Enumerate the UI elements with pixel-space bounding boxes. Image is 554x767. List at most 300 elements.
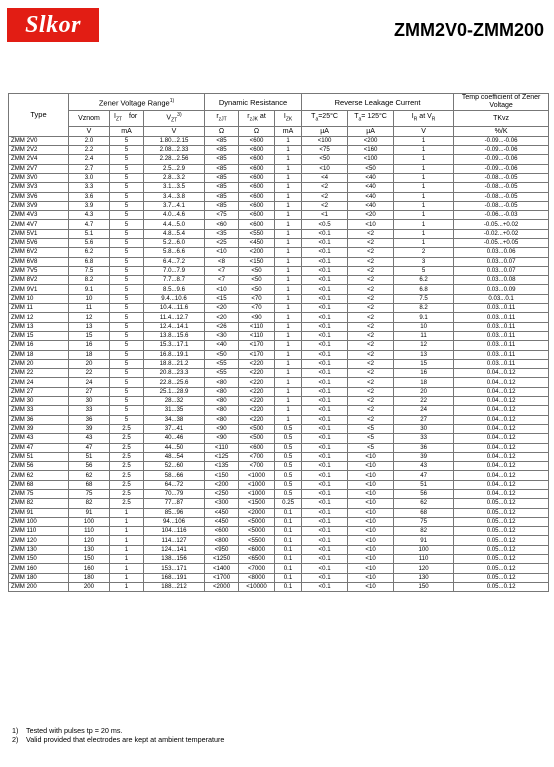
cell-vr: 9.1: [394, 313, 454, 322]
cell-vr: 6.2: [394, 276, 454, 285]
table-row: [9, 490, 549, 499]
cell-vznom: 6.2: [69, 248, 110, 257]
table-row: [9, 545, 549, 554]
cell-tkvz: -0.09...-0.06: [454, 164, 549, 173]
cell-tkvz: 0.05...0.12: [454, 545, 549, 554]
cell-vznom: 3.3: [69, 183, 110, 192]
cell-vr: 18: [394, 378, 454, 387]
cell-izt: 1: [110, 545, 144, 554]
cell-rzjk: <1000: [239, 471, 275, 480]
unit-ma2: mA: [275, 126, 302, 136]
cell-ir125: <10: [348, 490, 394, 499]
cell-izk: 0.1: [275, 536, 302, 545]
table-row: [9, 285, 549, 294]
cell-vzt: 85...96: [144, 508, 205, 517]
cell-ir25: <0.1: [302, 313, 348, 322]
cell-vr: 62: [394, 499, 454, 508]
cell-tkvz: 0.03...0.09: [454, 285, 549, 294]
cell-tkvz: -0.05...+0.05: [454, 238, 549, 247]
table-row: [9, 406, 549, 415]
table-row: [9, 266, 549, 275]
cell-type: ZMM 130: [9, 545, 69, 554]
cell-type: ZMM 5V6: [9, 238, 69, 247]
cell-izk: 0.5: [275, 462, 302, 471]
cell-vr: 27: [394, 415, 454, 424]
cell-rzjt: <40: [205, 341, 239, 350]
cell-izt: 1: [110, 564, 144, 573]
cell-rzjk: <500: [239, 434, 275, 443]
cell-rzjt: <10: [205, 285, 239, 294]
cell-ir25: <0.1: [302, 452, 348, 461]
cell-ir125: <2: [348, 266, 394, 275]
cell-type: ZMM 51: [9, 452, 69, 461]
cell-vr: 15: [394, 359, 454, 368]
cell-vr: 1: [394, 164, 454, 173]
cell-rzjk: <600: [239, 173, 275, 182]
cell-tkvz: 0.04...0.12: [454, 406, 549, 415]
cell-type: ZMM 3V3: [9, 183, 69, 192]
cell-ir125: <10: [348, 480, 394, 489]
cell-vzt: 2.28...2.56: [144, 155, 205, 164]
unit-ua2: µA: [348, 126, 394, 136]
cell-tkvz: 0.04...0.12: [454, 480, 549, 489]
header-rzjk: $r_{zJK}$ at: [239, 111, 275, 127]
cell-tkvz: 0.04...0.12: [454, 462, 549, 471]
table-row: [9, 434, 549, 443]
cell-vr: 13: [394, 350, 454, 359]
cell-izk: 1: [275, 183, 302, 192]
header-zener-group: Zener Voltage Range$^{1)}$: [69, 94, 205, 111]
table-row: [9, 499, 549, 508]
cell-ir125: <10: [348, 517, 394, 526]
cell-ir25: <0.1: [302, 248, 348, 257]
cell-izk: 0.1: [275, 582, 302, 591]
cell-rzjk: <220: [239, 415, 275, 424]
cell-type: ZMM 27: [9, 387, 69, 396]
cell-rzjt: <950: [205, 545, 239, 554]
cell-ir125: <10: [348, 545, 394, 554]
cell-rzjk: <600: [239, 443, 275, 452]
cell-izk: 1: [275, 201, 302, 210]
cell-vzt: 70...79: [144, 490, 205, 499]
cell-ir25: <0.1: [302, 415, 348, 424]
cell-tkvz: -0.09...-0.06: [454, 146, 549, 155]
cell-rzjk: <6500: [239, 555, 275, 564]
cell-vzt: 10.4...11.6: [144, 304, 205, 313]
table-row: [9, 229, 549, 238]
cell-rzjk: <600: [239, 211, 275, 220]
cell-vznom: 2.2: [69, 146, 110, 155]
table-row: [9, 471, 549, 480]
cell-vr: 20: [394, 387, 454, 396]
cell-type: ZMM 82: [9, 499, 69, 508]
cell-izk: 1: [275, 406, 302, 415]
cell-izt: 5: [110, 387, 144, 396]
table-row: [9, 359, 549, 368]
cell-vr: 1: [394, 155, 454, 164]
cell-izk: 1: [275, 136, 302, 145]
cell-vzt: 7.7...8.7: [144, 276, 205, 285]
cell-type: ZMM 11: [9, 304, 69, 313]
cell-vr: 11: [394, 331, 454, 340]
cell-izt: 5: [110, 369, 144, 378]
cell-rzjt: <150: [205, 471, 239, 480]
cell-vzt: 5.8...6.6: [144, 248, 205, 257]
cell-rzjt: <80: [205, 415, 239, 424]
table-row: [9, 527, 549, 536]
cell-rzjt: <85: [205, 164, 239, 173]
cell-vr: 120: [394, 564, 454, 573]
cell-tkvz: 0.04...0.12: [454, 471, 549, 480]
table-row: [9, 313, 549, 322]
cell-izk: 1: [275, 220, 302, 229]
cell-vr: 22: [394, 397, 454, 406]
cell-vr: 16: [394, 369, 454, 378]
cell-ir25: <0.1: [302, 443, 348, 452]
cell-ir125: <10: [348, 564, 394, 573]
table-row: [9, 294, 549, 303]
table-row: [9, 164, 549, 173]
cell-vznom: 16: [69, 341, 110, 350]
cell-izt: 2.5: [110, 434, 144, 443]
cell-ir25: <4: [302, 173, 348, 182]
cell-vr: 1: [394, 183, 454, 192]
cell-rzjt: <55: [205, 359, 239, 368]
cell-type: ZMM 150: [9, 555, 69, 564]
cell-ir125: <200: [348, 136, 394, 145]
table-row: [9, 397, 549, 406]
header-leakage-group: Reverse Leakage Current: [302, 94, 454, 111]
cell-rzjt: <450: [205, 508, 239, 517]
cell-izt: 2.5: [110, 471, 144, 480]
cell-vznom: 39: [69, 424, 110, 433]
cell-rzjt: <10: [205, 248, 239, 257]
cell-vr: 24: [394, 406, 454, 415]
cell-izk: 1: [275, 313, 302, 322]
cell-ir25: <0.1: [302, 350, 348, 359]
cell-rzjk: <8000: [239, 573, 275, 582]
cell-vzt: 7.0...7.9: [144, 266, 205, 275]
cell-ir25: <0.1: [302, 480, 348, 489]
cell-ir125: <40: [348, 201, 394, 210]
cell-vzt: 6.4...7.2: [144, 257, 205, 266]
cell-vznom: 91: [69, 508, 110, 517]
cell-izk: 0.5: [275, 471, 302, 480]
cell-ir125: <2: [348, 276, 394, 285]
cell-ir125: <2: [348, 397, 394, 406]
cell-izk: 0.5: [275, 424, 302, 433]
table-row: [9, 173, 549, 182]
cell-vr: 110: [394, 555, 454, 564]
cell-rzjt: <7: [205, 266, 239, 275]
cell-vzt: 1.80...2.15: [144, 136, 205, 145]
cell-rzjt: <1400: [205, 564, 239, 573]
cell-vzt: 188...212: [144, 582, 205, 591]
cell-vzt: 5.2...6.0: [144, 238, 205, 247]
cell-izt: 5: [110, 211, 144, 220]
table-row: [9, 555, 549, 564]
cell-type: ZMM 3V9: [9, 201, 69, 210]
cell-vr: 3: [394, 257, 454, 266]
table-row: [9, 582, 549, 591]
cell-vzt: 31...35: [144, 406, 205, 415]
header-vznom: Vznom: [69, 111, 110, 127]
cell-vzt: 9.4...10.6: [144, 294, 205, 303]
table-header: [9, 94, 549, 137]
cell-type: ZMM 33: [9, 406, 69, 415]
cell-ir125: <10: [348, 527, 394, 536]
cell-vznom: 4.3: [69, 211, 110, 220]
cell-ir125: <2: [348, 322, 394, 331]
cell-tkvz: 0.03...0.11: [454, 359, 549, 368]
cell-rzjk: <50: [239, 276, 275, 285]
header-izt: $I_{ZT}$ for: [110, 111, 144, 127]
cell-ir125: <2: [348, 341, 394, 350]
cell-rzjt: <15: [205, 294, 239, 303]
cell-izk: 1: [275, 341, 302, 350]
cell-ir25: <50: [302, 155, 348, 164]
cell-vznom: 4.7: [69, 220, 110, 229]
table-row: [9, 238, 549, 247]
cell-izt: 5: [110, 294, 144, 303]
cell-vr: 130: [394, 573, 454, 582]
table-row: [9, 341, 549, 350]
cell-izt: 1: [110, 555, 144, 564]
cell-vzt: 77...87: [144, 499, 205, 508]
cell-tkvz: 0.04...0.12: [454, 443, 549, 452]
cell-vznom: 51: [69, 452, 110, 461]
table-row: [9, 257, 549, 266]
cell-rzjk: <600: [239, 136, 275, 145]
cell-izt: 1: [110, 536, 144, 545]
cell-rzjt: <60: [205, 220, 239, 229]
cell-ir125: <2: [348, 248, 394, 257]
cell-tkvz: 0.04...0.12: [454, 378, 549, 387]
cell-vr: 8.2: [394, 304, 454, 313]
cell-vzt: 16.8...19.1: [144, 350, 205, 359]
cell-ir25: <0.1: [302, 294, 348, 303]
cell-ir25: <0.1: [302, 508, 348, 517]
cell-vzt: 124...141: [144, 545, 205, 554]
cell-izk: 1: [275, 387, 302, 396]
cell-vzt: 48...54: [144, 452, 205, 461]
cell-vzt: 58...66: [144, 471, 205, 480]
cell-izt: 5: [110, 164, 144, 173]
cell-izk: 1: [275, 146, 302, 155]
cell-tkvz: 0.03...0.07: [454, 257, 549, 266]
cell-rzjt: <450: [205, 517, 239, 526]
cell-izk: 1: [275, 350, 302, 359]
cell-vznom: 200: [69, 582, 110, 591]
cell-ir25: <0.1: [302, 257, 348, 266]
cell-rzjt: <85: [205, 146, 239, 155]
unit-pct: %/K: [454, 126, 549, 136]
cell-rzjk: <5000: [239, 517, 275, 526]
cell-vzt: 15.3...17.1: [144, 341, 205, 350]
unit-v2: V: [144, 126, 205, 136]
cell-vzt: 94...106: [144, 517, 205, 526]
cell-rzjk: <110: [239, 322, 275, 331]
cell-type: ZMM 120: [9, 536, 69, 545]
header-rzjt: $r_{zJT}$: [205, 111, 239, 127]
cell-izt: 5: [110, 285, 144, 294]
cell-vznom: 56: [69, 462, 110, 471]
cell-tkvz: -0.06...-0.03: [454, 211, 549, 220]
cell-izt: 5: [110, 220, 144, 229]
cell-izt: 5: [110, 192, 144, 201]
cell-ir125: <10: [348, 555, 394, 564]
cell-vr: 1: [394, 136, 454, 145]
cell-type: ZMM 30: [9, 397, 69, 406]
cell-vr: 12: [394, 341, 454, 350]
page-title: ZMM2V0-ZMM200: [393, 20, 544, 40]
cell-type: ZMM 56: [9, 462, 69, 471]
cell-vznom: 3.9: [69, 201, 110, 210]
table-row: [9, 276, 549, 285]
cell-ir25: <0.1: [302, 359, 348, 368]
cell-izk: 1: [275, 369, 302, 378]
cell-vznom: 130: [69, 545, 110, 554]
logo-text: Slkor: [25, 12, 81, 38]
cell-vr: 47: [394, 471, 454, 480]
cell-vznom: 33: [69, 406, 110, 415]
cell-ir25: <0.1: [302, 564, 348, 573]
cell-rzjt: <600: [205, 527, 239, 536]
cell-ir125: <10: [348, 573, 394, 582]
cell-rzjt: <80: [205, 397, 239, 406]
cell-izt: 5: [110, 313, 144, 322]
cell-rzjt: <50: [205, 350, 239, 359]
cell-rzjk: <200: [239, 248, 275, 257]
cell-vznom: 9.1: [69, 285, 110, 294]
cell-tkvz: 0.04...0.12: [454, 387, 549, 396]
cell-izt: 5: [110, 415, 144, 424]
cell-rzjt: <30: [205, 331, 239, 340]
cell-izk: 1: [275, 378, 302, 387]
cell-type: ZMM 16: [9, 341, 69, 350]
header-dynamic-group: Dynamic Resistance: [205, 94, 302, 111]
cell-type: ZMM 6V2: [9, 248, 69, 257]
cell-type: ZMM 200: [9, 582, 69, 591]
cell-izt: 5: [110, 257, 144, 266]
cell-tkvz: -0.08...-0.05: [454, 192, 549, 201]
cell-type: ZMM 3V6: [9, 192, 69, 201]
cell-vzt: 22.8...25.6: [144, 378, 205, 387]
unit-ohm2: Ω: [239, 126, 275, 136]
cell-ir125: <5: [348, 443, 394, 452]
cell-izk: 1: [275, 266, 302, 275]
cell-izt: 5: [110, 276, 144, 285]
cell-ir25: <0.1: [302, 397, 348, 406]
cell-vznom: 3.0: [69, 173, 110, 182]
cell-tkvz: 0.04...0.12: [454, 369, 549, 378]
cell-ir25: <0.1: [302, 471, 348, 480]
cell-type: ZMM 24: [9, 378, 69, 387]
table-row: [9, 183, 549, 192]
cell-izk: 1: [275, 276, 302, 285]
cell-vzt: 18.8...21.2: [144, 359, 205, 368]
cell-izk: 0.1: [275, 545, 302, 554]
cell-ir125: <10: [348, 220, 394, 229]
cell-izt: 2.5: [110, 424, 144, 433]
cell-tkvz: 0.03...0.07: [454, 266, 549, 275]
cell-tkvz: 0.03...0.1: [454, 294, 549, 303]
cell-type: ZMM 100: [9, 517, 69, 526]
table-row: [9, 146, 549, 155]
header-vzt: $V_{ZT}^{3)}$: [144, 111, 205, 127]
cell-rzjt: <85: [205, 155, 239, 164]
cell-type: ZMM 10: [9, 294, 69, 303]
cell-izk: 0.5: [275, 480, 302, 489]
cell-ir125: <2: [348, 313, 394, 322]
cell-vznom: 12: [69, 313, 110, 322]
cell-izk: 0.25: [275, 499, 302, 508]
table-row: [9, 136, 549, 145]
cell-rzjt: <80: [205, 406, 239, 415]
cell-vr: 91: [394, 536, 454, 545]
cell-vznom: 7.5: [69, 266, 110, 275]
cell-ir125: <160: [348, 146, 394, 155]
cell-vznom: 120: [69, 536, 110, 545]
cell-tkvz: 0.05...0.12: [454, 527, 549, 536]
spec-table: [8, 93, 549, 592]
cell-rzjt: <85: [205, 136, 239, 145]
cell-izt: 5: [110, 406, 144, 415]
cell-rzjt: <75: [205, 211, 239, 220]
cell-tkvz: 0.03...0.06: [454, 248, 549, 257]
cell-ir125: <40: [348, 183, 394, 192]
cell-rzjk: <6000: [239, 545, 275, 554]
cell-tkvz: 0.05...0.12: [454, 499, 549, 508]
cell-type: ZMM 20: [9, 359, 69, 368]
cell-ir125: <2: [348, 350, 394, 359]
cell-vznom: 20: [69, 359, 110, 368]
cell-tkvz: 0.05...0.12: [454, 508, 549, 517]
cell-vznom: 15: [69, 331, 110, 340]
cell-ir125: <2: [348, 359, 394, 368]
cell-rzjk: <600: [239, 220, 275, 229]
cell-rzjk: <450: [239, 238, 275, 247]
cell-izt: 5: [110, 341, 144, 350]
cell-izt: 5: [110, 155, 144, 164]
cell-ir125: <40: [348, 192, 394, 201]
cell-izk: 0.1: [275, 573, 302, 582]
cell-vznom: 27: [69, 387, 110, 396]
cell-ir25: <0.5: [302, 220, 348, 229]
cell-izt: 1: [110, 582, 144, 591]
cell-tkvz: 0.03...0.11: [454, 322, 549, 331]
cell-vznom: 24: [69, 378, 110, 387]
cell-rzjk: <7000: [239, 564, 275, 573]
table-row: [9, 322, 549, 331]
table-row: [9, 452, 549, 461]
cell-vznom: 2.7: [69, 164, 110, 173]
cell-rzjk: <600: [239, 201, 275, 210]
cell-izt: 2.5: [110, 490, 144, 499]
cell-ir125: <2: [348, 304, 394, 313]
cell-ir25: <0.1: [302, 341, 348, 350]
cell-type: ZMM 4V7: [9, 220, 69, 229]
cell-ir125: <2: [348, 238, 394, 247]
cell-vr: 100: [394, 545, 454, 554]
cell-rzjk: <220: [239, 369, 275, 378]
table-row: [9, 248, 549, 257]
cell-rzjk: <700: [239, 462, 275, 471]
cell-rzjt: <1700: [205, 573, 239, 582]
cell-rzjt: <85: [205, 183, 239, 192]
table-row: [9, 378, 549, 387]
cell-izk: 1: [275, 164, 302, 173]
